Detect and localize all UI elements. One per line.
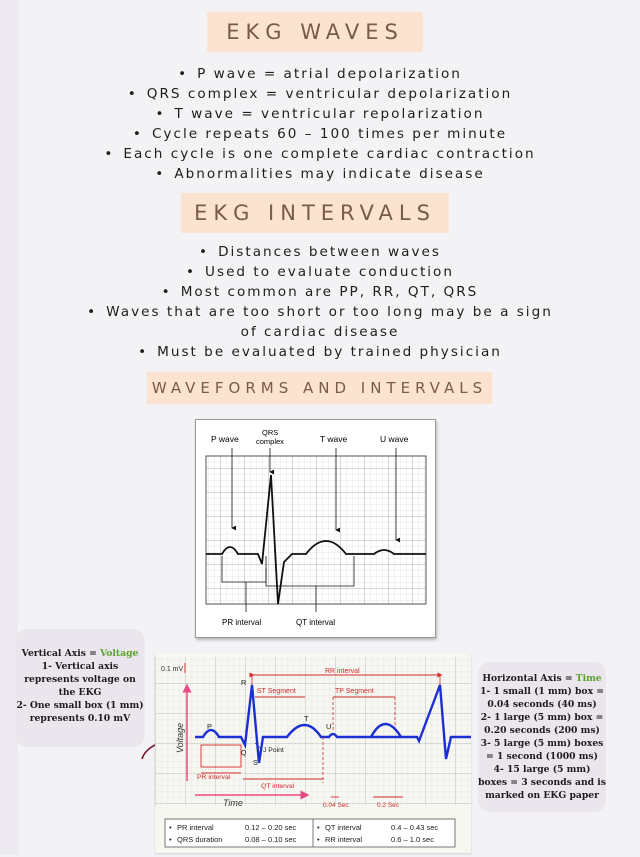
- list-item: • T wave = ventricular repolarization: [40, 104, 600, 124]
- table-cell: 0.12 – 0.20 sec: [245, 823, 297, 832]
- t-label: T: [304, 714, 309, 723]
- p-label: P: [207, 722, 213, 731]
- q-label: Q: [241, 750, 247, 757]
- section-title-ekg-intervals: EKG INTERVALS: [181, 193, 449, 233]
- note-line: 4- 15 large (5 mm) boxes = 3 seconds and is marked on EKG paper: [478, 764, 606, 801]
- list-item: • Most common are PP, RR, QT, QRS: [40, 282, 600, 302]
- u-label: U: [326, 722, 332, 731]
- table-cell: 0.4 – 0.43 sec: [391, 823, 439, 832]
- list-item: • Cycle repeats 60 – 100 times per minute: [40, 124, 600, 144]
- table-cell: QRS duration: [177, 835, 223, 844]
- tp-segment-label: TP Segment: [335, 688, 374, 695]
- list-item: • Each cycle is one complete cardiac contraction: [40, 144, 600, 164]
- note-line: 3- 5 large (5 mm) boxes = 1 second (1000 ms): [480, 738, 604, 762]
- ekg-strip-diagram: [155, 653, 471, 853]
- waves-bullet-list: [40, 64, 600, 184]
- table-cell: PR interval: [177, 823, 214, 832]
- u-wave-label: U wave: [380, 434, 409, 444]
- ekg-waveform-diagram: [195, 419, 436, 638]
- note-title: Horizontal Axis =: [482, 673, 576, 684]
- note-title-accent: Time: [575, 673, 602, 684]
- svg-text:•: •: [317, 823, 320, 832]
- qt-interval-label: QT interval: [296, 618, 335, 627]
- qrs-label-line2: complex: [256, 437, 284, 446]
- table-cell: RR interval: [325, 835, 363, 844]
- table-cell: QT interval: [325, 823, 362, 832]
- pr-interval-label: PR interval: [222, 618, 262, 627]
- table-cell: 0.6 – 1.0 sec: [391, 835, 434, 844]
- time-axis-label: Time: [223, 798, 243, 808]
- svg-text:•: •: [317, 835, 320, 844]
- note-title-accent: Voltage: [99, 648, 139, 659]
- list-item: • Must be evaluated by trained physician: [40, 342, 600, 362]
- svg-text:•: •: [169, 835, 172, 844]
- svg-text:•: •: [169, 823, 172, 832]
- note-title: Vertical Axis =: [21, 648, 100, 659]
- scale-label: 0.1 mV: [161, 666, 184, 673]
- section-title-waveforms: WAVEFORMS AND INTERVALS: [147, 372, 492, 404]
- section-title-ekg-waves: EKG WAVES: [207, 12, 423, 52]
- large-box-time-label: 0.2 Sec: [377, 802, 400, 809]
- t-wave-label: T wave: [320, 434, 348, 444]
- list-item: • Distances between waves: [40, 242, 600, 262]
- list-item: • P wave = atrial depolarization: [40, 64, 600, 84]
- small-box-time-label: 0.04 Sec: [323, 802, 349, 809]
- note-line: 1- Vertical axis represents voltage on the EKG: [24, 661, 136, 698]
- qrs-label-line1: QRS: [262, 428, 279, 437]
- qt-interval-label: QT interval: [261, 783, 295, 790]
- p-wave-label: P wave: [211, 434, 239, 444]
- rr-interval-label: RR interval: [325, 668, 360, 675]
- note-line: 2- 1 large (5 mm) box = 0.20 seconds (200 ms): [480, 712, 604, 736]
- note-line: 2- One small box (1 mm) represents 0.10 mV: [16, 700, 144, 724]
- list-item: • QRS complex = ventricular depolarization: [40, 84, 600, 104]
- list-item: • Waves that are too short or too long may be a sign of cardiac disease: [40, 302, 600, 342]
- j-point-label: J Point: [263, 747, 284, 754]
- intervals-bullet-list: [40, 242, 600, 362]
- note-line: 1- 1 small (1 mm) box = 0.04 seconds (40 ms): [480, 686, 604, 710]
- list-item: • Abnormalities may indicate disease: [40, 164, 600, 184]
- s-label: S: [253, 760, 258, 767]
- table-cell: 0.08 – 0.10 sec: [245, 835, 297, 844]
- st-segment-label: ST Segment: [257, 688, 296, 695]
- horizontal-axis-note: [478, 662, 606, 812]
- list-item: • Used to evaluate conduction: [40, 262, 600, 282]
- voltage-axis-label: Voltage: [175, 722, 185, 753]
- pr-interval-label: PR interval: [197, 774, 231, 781]
- r-label: R: [241, 678, 247, 687]
